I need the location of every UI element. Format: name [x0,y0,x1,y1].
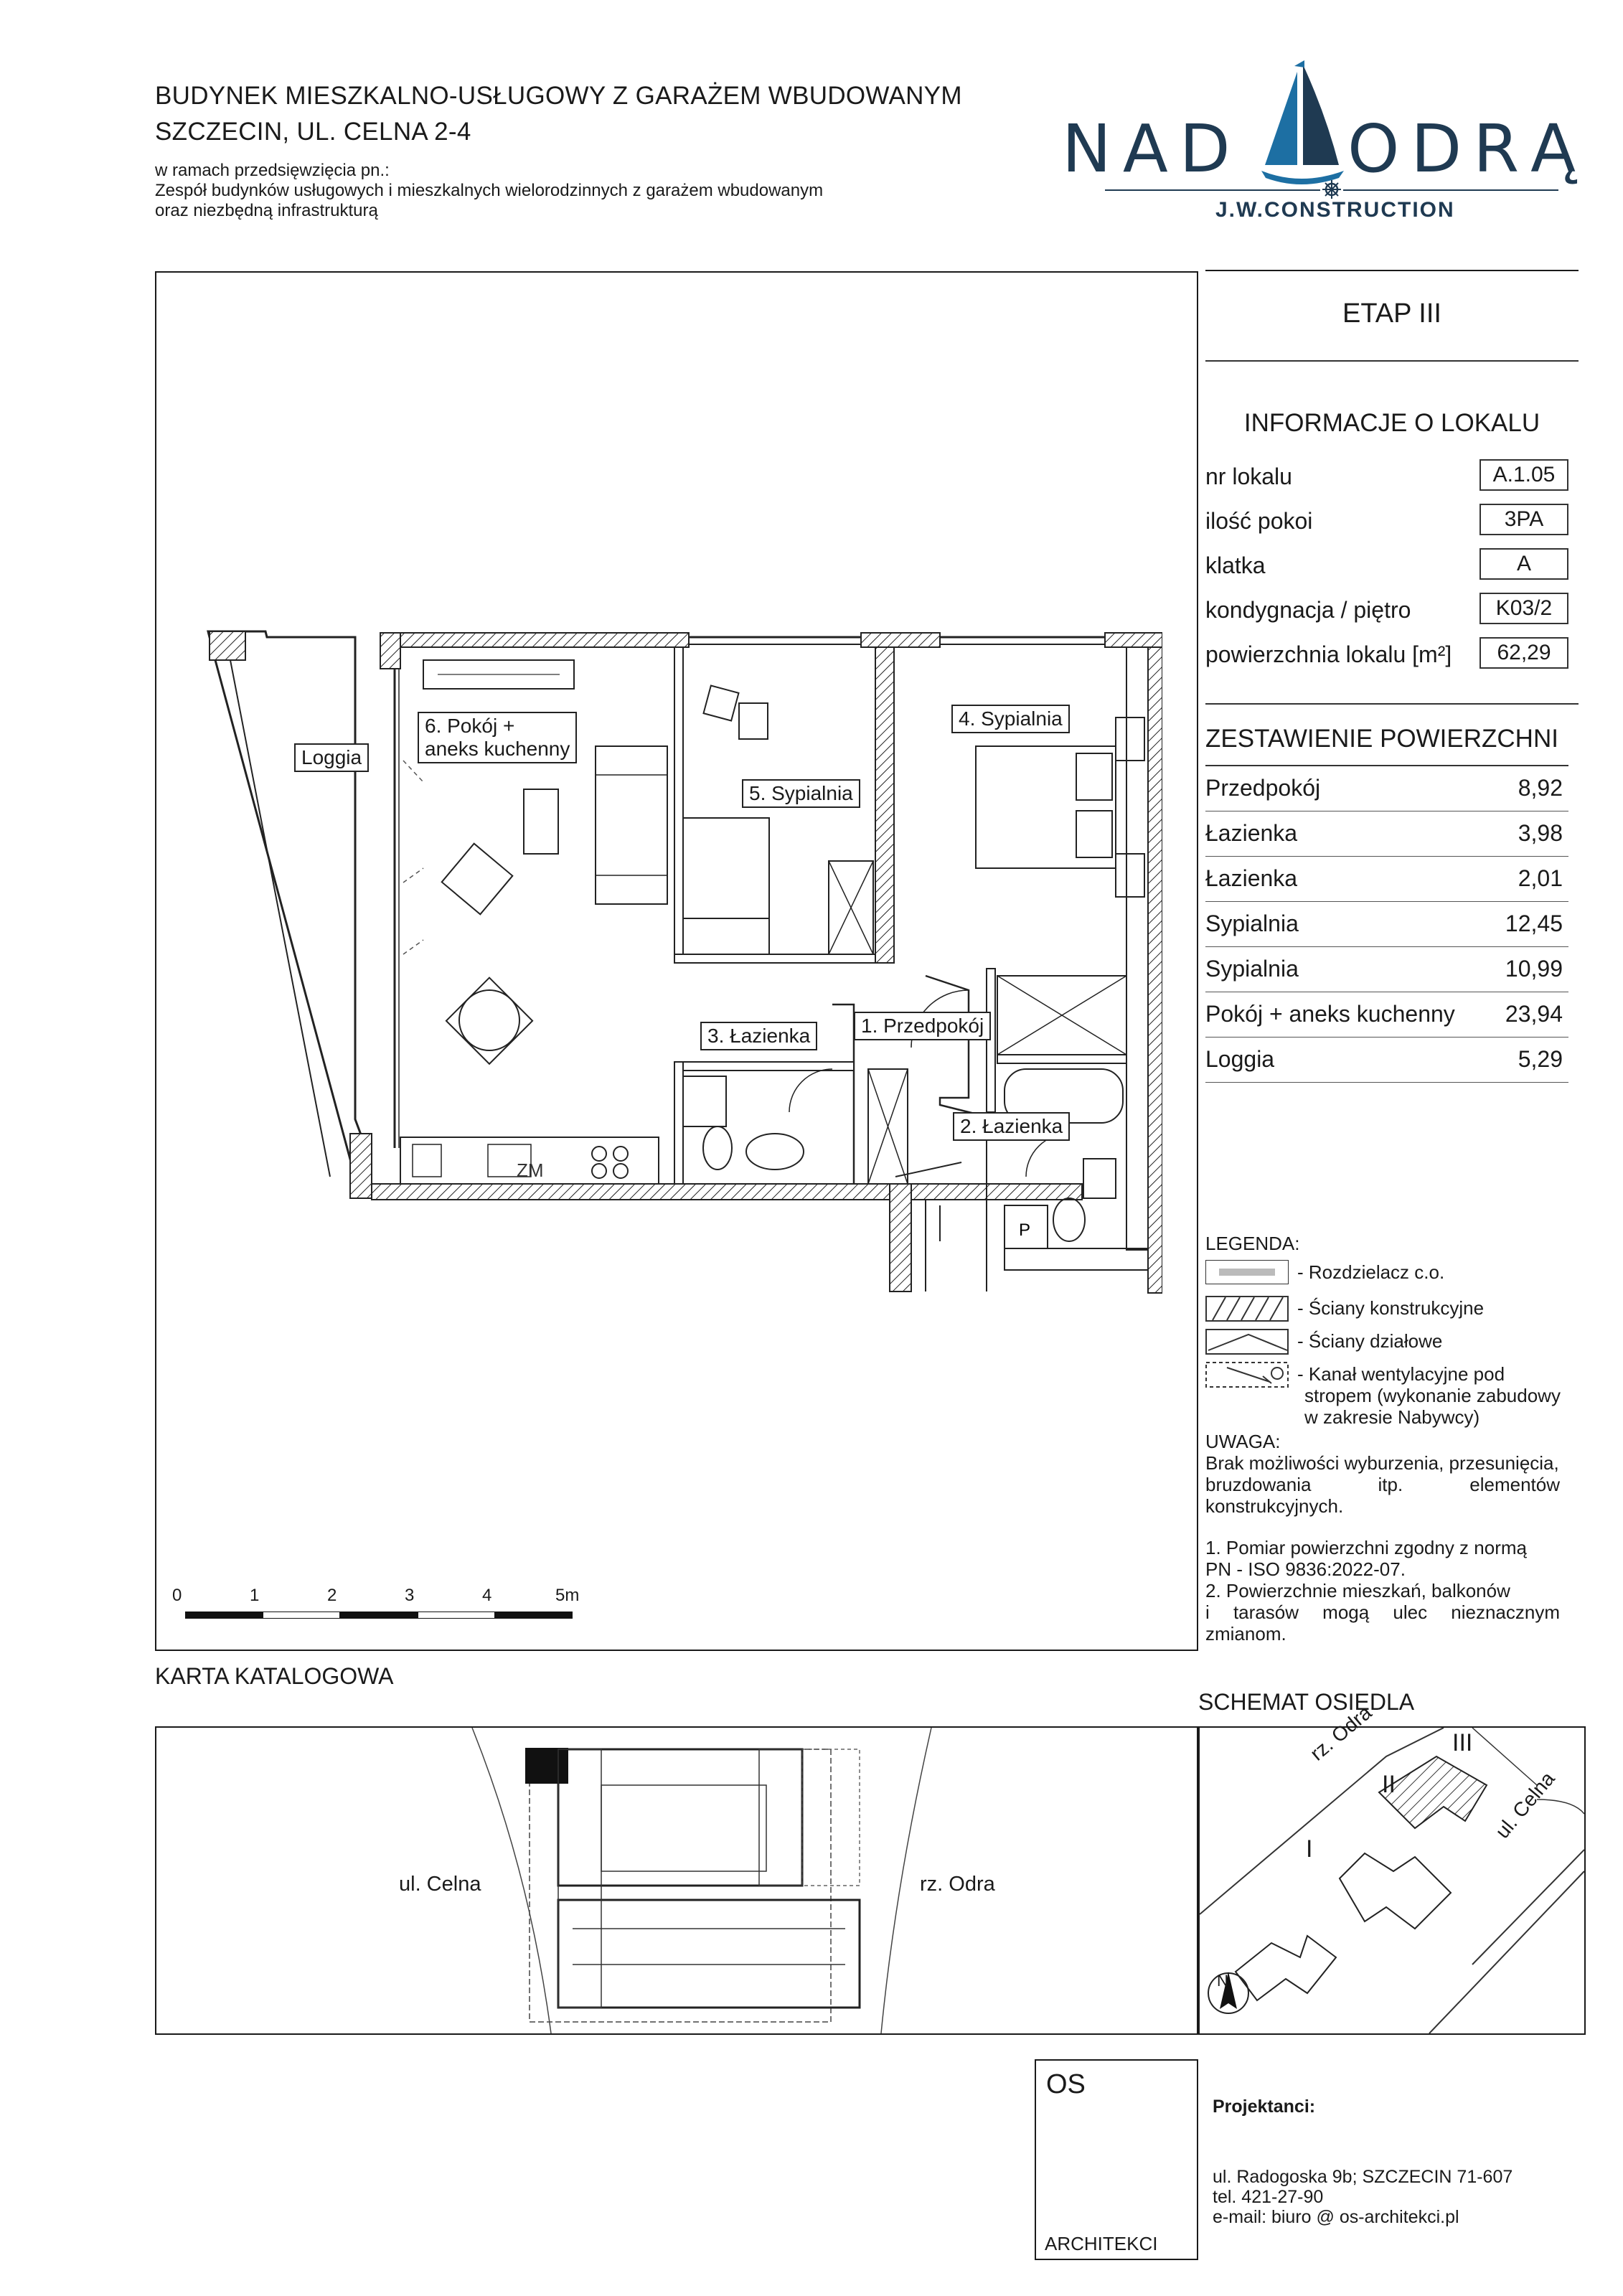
room-label-5: 5. Sypialnia [742,779,860,808]
estate-river: rz. Odra [1306,1700,1376,1765]
area-row-3 [1205,902,1568,947]
note-heading: UWAGA: [1205,1431,1281,1452]
p-symbol: P [1019,1220,1031,1240]
room-label-1: 1. Przedpokój [854,1012,991,1040]
room-label-2: 2. Łazienka [953,1112,1070,1141]
area-name-4: Sypialnia [1205,956,1299,982]
legend-item-1: - Ściany konstrukcyjne [1297,1297,1485,1319]
room-label-6-line2: aneks kuchenny [425,738,570,760]
stage-label: ETAP III [1342,298,1441,329]
legend-item-3-line3: w zakresie Nabywcy) [1304,1406,1480,1428]
area-name-6: Loggia [1205,1046,1275,1072]
area-row-6 [1205,1038,1568,1083]
footnote-line5: zmianom. [1205,1623,1286,1645]
footnote-line4: i tarasów mogą ulec nieznacznym [1205,1601,1560,1623]
brand-logo [1062,57,1593,230]
room-label-6-line1: 6. Pokój + [425,715,515,737]
room-label-6 [418,712,577,763]
logo-subtitle: J.W.CONSTRUCTION [1215,198,1455,222]
info-heading: INFORMACJE O LOKALU [1243,409,1540,437]
info-value-2: A [1479,548,1568,580]
legend-swatch-distributor [1205,1260,1289,1284]
info-label-2: klatka [1205,552,1266,578]
estate-building-3: III [1452,1729,1473,1756]
footnote-line2: PN - ISO 9836:2022-07. [1205,1558,1406,1580]
area-row-4 [1205,947,1568,992]
wall-bottom [372,1184,1082,1200]
scale-tick-4: 4 [482,1586,492,1605]
wall-top-1 [380,633,689,647]
area-row-2 [1205,857,1568,902]
room-label-3: 3. Łazienka [700,1022,817,1050]
room-label-4: 4. Sypialnia [951,705,1070,733]
catalog-heading: KARTA KATALOGOWA [155,1663,394,1689]
loggia-outline [208,631,366,1191]
project-note-line3: oraz niezbędną infrastrukturą [155,201,378,220]
logo-text-left: NAD [1062,110,1242,187]
note-line3: konstrukcyjnych. [1205,1495,1344,1517]
estate-building-2: II [1382,1771,1396,1798]
legend-item-2: - Ściany działowe [1297,1330,1443,1352]
note-line2: bruzdowania itp. elementów [1205,1474,1560,1495]
area-name-0: Przedpokój [1205,775,1321,801]
legend-swatch-structural [1205,1296,1289,1322]
legend-swatch-ventilation [1205,1362,1289,1388]
architect-logo-top: OS [1046,2069,1086,2099]
project-title-line2: SZCZECIN, UL. CELNA 2-4 [155,118,471,146]
scale-tick-2: 2 [327,1586,337,1605]
area-value-4: 10,99 [1505,956,1563,982]
scale-tick-1: 1 [250,1586,260,1605]
catalog-street-label: ul. Celna [399,1873,481,1896]
area-name-2: Łazienka [1205,865,1298,891]
sailboat-icon [1254,57,1347,194]
info-label-3: kondygnacja / piętro [1205,597,1411,623]
area-value-5: 23,94 [1505,1001,1563,1027]
area-row-5 [1205,992,1568,1038]
zm-symbol: ZM [517,1159,544,1181]
helm-icon [1322,179,1342,199]
area-value-6: 5,29 [1518,1046,1563,1072]
area-value-2: 2,01 [1518,865,1563,891]
estate-north: N [1217,1972,1228,1990]
scale-tick-5: 5m [555,1586,580,1605]
catalog-river-label: rz. Odra [920,1873,995,1896]
info-value-3: K03/2 [1479,593,1568,624]
logo-text-right: ODRĄ [1347,110,1588,187]
building-I [1236,1936,1336,2000]
project-note-line1: w ramach przedsięwzięcia pn.: [155,161,390,180]
project-note-line2: Zespół budynków usługowych i mieszkalnych wielorodzinnych z garażem wbudowanym [155,181,824,200]
estate-street: ul. Celna [1491,1767,1559,1843]
info-value-0: A.1.05 [1479,459,1568,491]
scale-tick-0: 0 [172,1586,182,1605]
area-value-1: 3,98 [1518,820,1563,846]
legend-heading: LEGENDA: [1205,1233,1300,1254]
area-name-1: Łazienka [1205,820,1298,846]
areas-heading: ZESTAWIENIE POWIERZCHNI [1205,725,1558,753]
info-label-0: nr lokalu [1205,464,1292,489]
building-II [1340,1853,1451,1929]
architect-logo-box [1035,2059,1198,2260]
legend-item-0: - Rozdzielacz c.o. [1297,1261,1445,1283]
architect-address: ul. Radogoska 9b; SZCZECIN 71-607 [1213,2167,1513,2187]
info-value-1: 3PA [1479,504,1568,535]
scale-bar [172,1586,603,1636]
estate-building-1: I [1306,1835,1313,1863]
legend-swatch-partition [1205,1329,1289,1355]
architect-email: e-mail: biuro @ os-architekci.pl [1213,2207,1459,2227]
area-value-0: 8,92 [1518,775,1563,801]
architect-logo-bottom: ARCHITEKCI [1045,2233,1158,2254]
area-value-3: 12,45 [1505,911,1563,936]
site-plan [156,1728,1197,2033]
legend-item-3-line2: stropem (wykonanie zabudowy [1304,1385,1561,1406]
footnote-line3: 2. Powierzchnie mieszkań, balkonów [1205,1580,1510,1601]
area-row-1 [1205,811,1568,857]
info-value-4: 62,29 [1479,637,1568,669]
estate-heading: SCHEMAT OSIEDLA [1198,1689,1415,1715]
area-row-0 [1205,766,1568,811]
info-label-1: ilość pokoi [1205,508,1313,534]
scale-tick-3: 3 [405,1586,415,1605]
room-label-loggia: Loggia [294,743,369,772]
legend-item-3-line1: - Kanał wentylacyjne pod [1297,1363,1505,1385]
architect-heading: Projektanci: [1213,2097,1316,2117]
apartment-location-marker [525,1748,568,1784]
area-name-5: Pokój + aneks kuchenny [1205,1001,1455,1027]
footnote-line1: 1. Pomiar powierzchni zgodny z normą [1205,1537,1527,1558]
architect-tel: tel. 421-27-90 [1213,2187,1324,2207]
project-title-line1: BUDYNEK MIESZKALNO-USŁUGOWY Z GARAŻEM WBUDOWANYM [155,82,962,110]
info-label-4: powierzchnia lokalu [m²] [1205,641,1452,667]
area-name-3: Sypialnia [1205,911,1299,936]
note-line1: Brak możliwości wyburzenia, przesunięcia, [1205,1452,1559,1474]
